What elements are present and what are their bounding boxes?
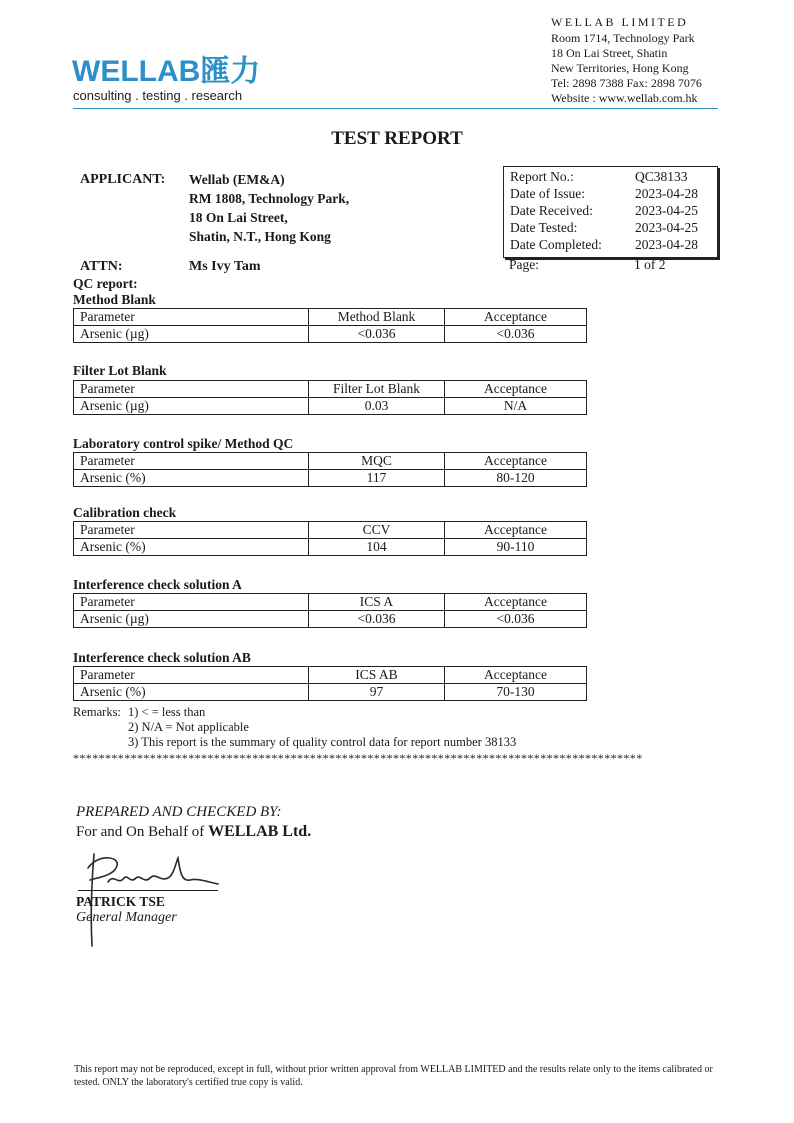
table-cell: 0.03 xyxy=(309,398,445,415)
table-row xyxy=(74,398,587,415)
page-label: Page: xyxy=(509,257,539,272)
table-cell: Arsenic (µg) xyxy=(74,611,309,628)
completed-date-value: 2023-04-28 xyxy=(635,237,698,252)
table-header-cell: Parameter xyxy=(74,667,309,684)
table-cell: <0.036 xyxy=(445,326,587,343)
applicant-line: Wellab (EM&A) xyxy=(189,172,285,187)
section-heading: Calibration check xyxy=(73,505,177,520)
table-header-cell: Acceptance xyxy=(445,594,587,611)
section-heading: Laboratory control spike/ Method QC xyxy=(73,436,294,451)
table-row xyxy=(74,539,587,556)
received-date-label: Date Received: xyxy=(510,203,593,218)
logo-cjk: 匯力 xyxy=(200,55,261,88)
table-header-cell: Parameter xyxy=(74,522,309,539)
table-cell: Arsenic (µg) xyxy=(74,326,309,343)
table-cell: 70-130 xyxy=(445,684,587,701)
tested-date-label: Date Tested: xyxy=(510,220,578,235)
table-cell: N/A xyxy=(445,398,587,415)
signer-name: PATRICK TSE xyxy=(76,894,165,909)
interference-a-table xyxy=(73,593,587,628)
applicant-address xyxy=(189,170,349,246)
table-cell: 117 xyxy=(309,470,445,487)
table-header-cell: Acceptance xyxy=(445,522,587,539)
table-header-cell: CCV xyxy=(309,522,445,539)
on-behalf-line xyxy=(76,823,311,841)
section-heading: Interference check solution AB xyxy=(73,650,251,665)
section-heading: Interference check solution A xyxy=(73,577,242,592)
table-header-row xyxy=(74,309,587,326)
issue-date-label: Date of Issue: xyxy=(510,186,585,201)
table-row xyxy=(74,684,587,701)
table-cell: 97 xyxy=(309,684,445,701)
report-no-label: Report No.: xyxy=(510,169,574,184)
tested-date-value: 2023-04-25 xyxy=(635,220,698,235)
applicant-line: 18 On Lai Street, xyxy=(189,210,288,225)
company-contact-line: Tel: 2898 7388 Fax: 2898 7076 xyxy=(551,76,702,90)
table-cell: Arsenic (%) xyxy=(74,684,309,701)
table-header-cell: Acceptance xyxy=(445,667,587,684)
remark-item: 3) This report is the summary of quality control data for report number 38133 xyxy=(128,735,517,749)
applicant-label: APPLICANT: xyxy=(80,172,166,187)
page-number: 1 of 2 xyxy=(634,257,666,272)
table-cell: <0.036 xyxy=(309,326,445,343)
table-cell: <0.036 xyxy=(445,611,587,628)
on-behalf-company: WELLAB Ltd. xyxy=(208,823,312,840)
signature-line xyxy=(78,890,218,891)
table-cell: Arsenic (%) xyxy=(74,470,309,487)
attn-label: ATTN: xyxy=(80,259,123,274)
footer-disclaimer: This report may not be reproduced, except in full, without prior written approval from WELLAB LIMITED and the results relate only to the items calibrated or tested. ONLY the laboratory's certified true copy is valid. xyxy=(74,1064,713,1088)
table-cell: 80-120 xyxy=(445,470,587,487)
company-website-line: Website : www.wellab.com.hk xyxy=(551,91,698,105)
report-no-value: QC38133 xyxy=(635,169,688,184)
company-address-line: New Territories, Hong Kong xyxy=(551,61,689,75)
table-header-cell: Method Blank xyxy=(309,309,445,326)
table-header-row xyxy=(74,667,587,684)
table-header-cell: Parameter xyxy=(74,381,309,398)
section-heading: Method Blank xyxy=(73,292,156,307)
on-behalf-prefix: For and On Behalf of xyxy=(76,824,205,840)
received-date-value: 2023-04-25 xyxy=(635,203,698,218)
section-heading: Filter Lot Blank xyxy=(73,363,167,378)
interference-ab-table xyxy=(73,666,587,701)
issue-date-value: 2023-04-28 xyxy=(635,186,698,201)
table-row xyxy=(74,326,587,343)
table-row xyxy=(74,611,587,628)
table-header-row xyxy=(74,594,587,611)
prepared-label: PREPARED AND CHECKED BY: xyxy=(76,804,282,820)
company-address-line: 18 On Lai Street, Shatin xyxy=(551,46,668,60)
table-header-cell: ICS A xyxy=(309,594,445,611)
table-header-cell: Parameter xyxy=(74,594,309,611)
report-info-box xyxy=(503,166,718,258)
company-name: WELLAB LIMITED xyxy=(551,15,689,29)
table-header-cell: Parameter xyxy=(74,309,309,326)
company-logo xyxy=(72,57,260,87)
applicant-line: Shatin, N.T., Hong Kong xyxy=(189,229,331,244)
logo-text: WELLAB xyxy=(72,55,201,88)
table-cell: 90-110 xyxy=(445,539,587,556)
table-cell: Arsenic (%) xyxy=(74,539,309,556)
separator-line: ***************************************************************************************** xyxy=(73,751,643,765)
qc-report-label: QC report: xyxy=(73,276,138,291)
table-header-cell: MQC xyxy=(309,453,445,470)
table-cell: 104 xyxy=(309,539,445,556)
page-title: TEST REPORT xyxy=(331,128,463,149)
table-header-cell: ICS AB xyxy=(309,667,445,684)
table-header-row xyxy=(74,522,587,539)
header-divider xyxy=(73,108,718,109)
filter-lot-blank-table xyxy=(73,380,587,415)
table-row xyxy=(74,470,587,487)
table-header-row xyxy=(74,381,587,398)
logo-tagline: consulting . testing . research xyxy=(73,88,243,103)
signer-title: General Manager xyxy=(76,910,177,925)
table-header-row xyxy=(74,453,587,470)
table-header-cell: Acceptance xyxy=(445,453,587,470)
method-qc-table xyxy=(73,452,587,487)
attn-value: Ms Ivy Tam xyxy=(189,259,261,274)
table-cell: Arsenic (µg) xyxy=(74,398,309,415)
completed-date-label: Date Completed: xyxy=(510,237,602,252)
calibration-check-table xyxy=(73,521,587,556)
table-header-cell: Acceptance xyxy=(445,381,587,398)
remarks-label: Remarks: xyxy=(73,705,121,719)
company-address-line: Room 1714, Technology Park xyxy=(551,31,695,45)
method-blank-table xyxy=(73,308,587,343)
table-header-cell: Acceptance xyxy=(445,309,587,326)
applicant-line: RM 1808, Technology Park, xyxy=(189,191,350,206)
table-header-cell: Parameter xyxy=(74,453,309,470)
table-cell: <0.036 xyxy=(309,611,445,628)
remark-item: 1) < = less than xyxy=(128,705,206,719)
remark-item: 2) N/A = Not applicable xyxy=(128,720,249,734)
table-header-cell: Filter Lot Blank xyxy=(309,381,445,398)
